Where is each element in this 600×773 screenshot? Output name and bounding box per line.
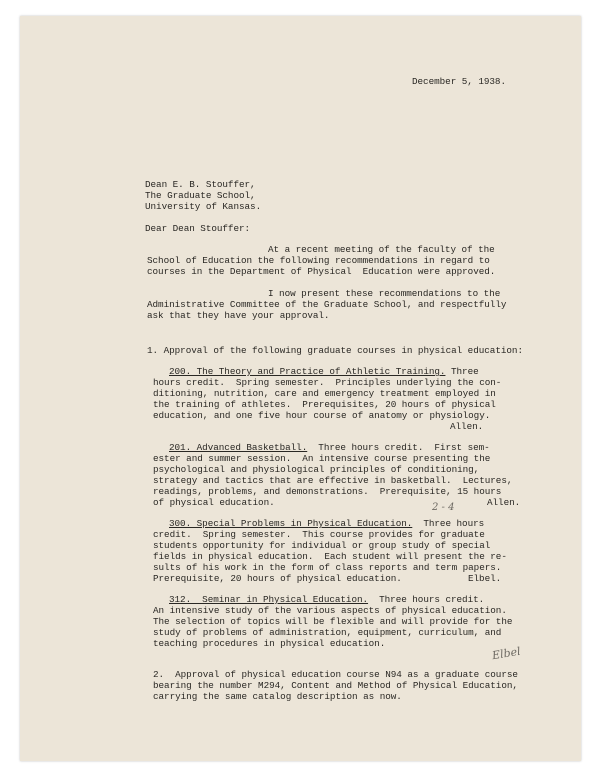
- course-line: the training of athletes. Prerequisites, 20 hours of physical: [153, 399, 496, 410]
- item-2-line: 2. Approval of physical education course N94 as a graduate course: [153, 669, 518, 680]
- course-line: sults of his work in the form of class reports and term papers.: [153, 562, 502, 573]
- course-line: psychological and physiological principles of conditioning,: [153, 464, 480, 475]
- course-credit: Three hours credit. First sem-: [307, 442, 490, 453]
- course-title: 312. Seminar in Physical Education.: [169, 594, 369, 605]
- course-credit: Three: [445, 366, 479, 377]
- intro-line: At a recent meeting of the faculty of the: [268, 244, 495, 255]
- course-line: strategy and tactics that are effective in basketball. Lectures,: [153, 475, 513, 486]
- course-200-heading: [169, 366, 479, 377]
- course-201-heading: [169, 442, 490, 453]
- course-title: 300. Special Problems in Physical Education.: [169, 518, 413, 529]
- item-2-line: bearing the number M294, Content and Method of Physical Education,: [153, 680, 518, 691]
- recipient-line: Dean E. B. Stouffer,: [145, 179, 256, 190]
- course-title: 200. The Theory and Practice of Athletic Training.: [169, 366, 446, 377]
- course-line: students opportunity for individual or group study of special: [153, 540, 491, 551]
- intro-line: School of Education the following recommendations in regard to: [147, 255, 490, 266]
- present-line: Administrative Committee of the Graduate School, and respectfully: [147, 299, 507, 310]
- course-line: ditioning, nutrition, care and emergency treatment employed in: [153, 388, 496, 399]
- course-300-heading: [169, 518, 484, 529]
- salutation: Dear Dean Stouffer:: [145, 223, 251, 234]
- course-instructor: Allen.: [487, 497, 521, 508]
- course-line: study of problems of administration, equipment, curriculum, and: [153, 627, 502, 638]
- course-line: ester and summer session. An intensive course presenting the: [153, 453, 491, 464]
- course-instructor: Elbel.: [468, 573, 502, 584]
- course-line: education, and one five hour course of anatomy or physiology.: [153, 410, 491, 421]
- item-1-heading: 1. Approval of the following graduate courses in physical education:: [147, 345, 523, 356]
- item-2-line: carrying the same catalog description as now.: [153, 691, 402, 702]
- course-title: 201. Advanced Basketball.: [169, 442, 308, 453]
- course-credit: Three hours credit.: [368, 594, 485, 605]
- course-line: An intensive study of the various aspects of physical education.: [153, 605, 507, 616]
- course-line: credit. Spring semester. This course provides for graduate: [153, 529, 485, 540]
- handwritten-credit-note: 2 - 4: [432, 502, 455, 513]
- course-line: The selection of topics will be flexible and will provide for the: [153, 616, 513, 627]
- letter-date: December 5, 1938.: [412, 76, 506, 87]
- recipient-line: The Graduate School,: [145, 190, 256, 201]
- letter-page: [20, 16, 581, 761]
- present-line: ask that they have your approval.: [147, 310, 330, 321]
- course-line: fields in physical education. Each student will present the re-: [153, 551, 507, 562]
- present-line: I now present these recommendations to the: [268, 288, 501, 299]
- course-line: readings, problems, and demonstrations. Prerequisite, 15 hours: [153, 486, 502, 497]
- course-line: Prerequisite, 20 hours of physical education.: [153, 573, 402, 584]
- intro-line: courses in the Department of Physical Education were approved.: [147, 266, 496, 277]
- course-instructor: Allen.: [450, 421, 484, 432]
- recipient-line: University of Kansas.: [145, 201, 262, 212]
- course-line: hours credit. Spring semester. Principles underlying the con-: [153, 377, 502, 388]
- handwritten-margin-note: Elbel: [491, 644, 522, 663]
- course-line: of physical education.: [153, 497, 275, 508]
- course-credit: Three hours: [412, 518, 485, 529]
- course-312-heading: [169, 594, 484, 605]
- course-line: teaching procedures in physical education.: [153, 638, 386, 649]
